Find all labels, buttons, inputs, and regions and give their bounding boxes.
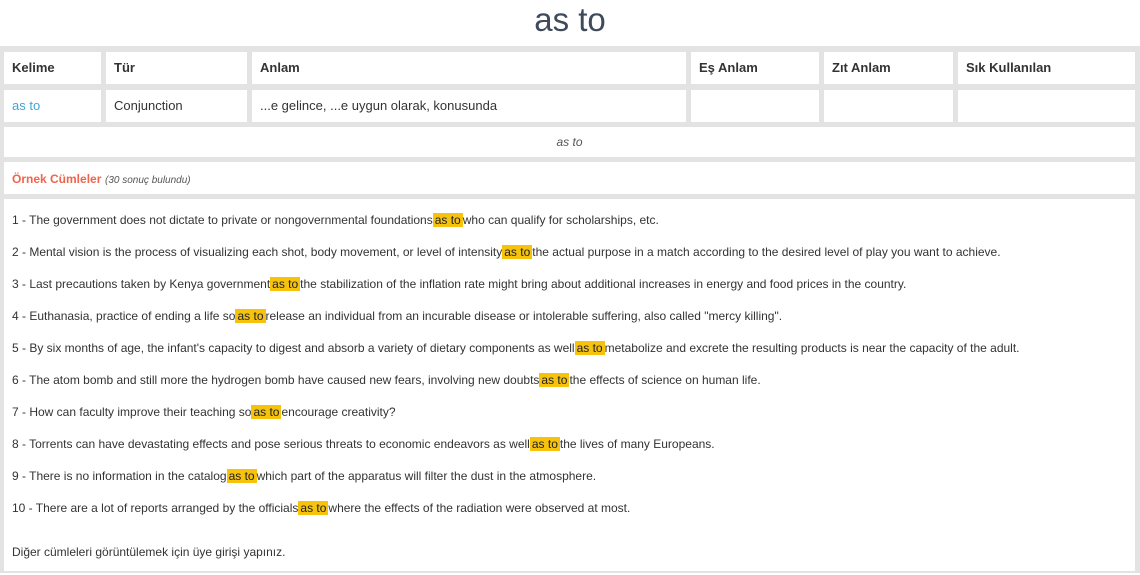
example-sentence: 8 - Torrents can have devastating effects and pose serious threats to economic endeavors as well as to the lives of many Europeans. <box>12 437 715 451</box>
page-title: as to <box>534 1 606 38</box>
examples-title: Örnek Cümleler <box>12 172 102 186</box>
type-cell: Conjunction <box>106 90 247 122</box>
header-zit-anlam: Zıt Anlam <box>824 52 953 84</box>
header-sik-kullanilan: Sık Kullanılan <box>958 52 1135 84</box>
word-table <box>0 46 1140 573</box>
example-sentence: 10 - There are a lot of reports arranged by the officials as to where the effects of the radiation were observed at most. <box>12 501 631 515</box>
examples-count: (30 sonuç bulundu) <box>105 175 191 186</box>
example-sentence: 1 - The government does not dictate to private or nongovernmental foundations as to who can qualify for scholarships, etc. <box>12 213 659 227</box>
synonym-cell <box>691 90 819 122</box>
header-kelime: Kelime <box>4 52 101 84</box>
highlight-term: as to <box>272 277 299 291</box>
header-tur: Tür <box>106 52 247 84</box>
highlight-term: as to <box>541 373 568 387</box>
highlight-term: as to <box>253 405 280 419</box>
example-sentence: 7 - How can faculty improve their teaching so as to encourage creativity? <box>12 405 396 419</box>
word-link[interactable]: as to <box>12 98 41 113</box>
highlight-term: as to <box>228 469 255 483</box>
example-sentence: 9 - There is no information in the catalog as to which part of the apparatus will filter the dust in the atmosphere. <box>12 469 597 483</box>
highlight-term: as to <box>531 437 558 451</box>
examples-header <box>4 162 1135 194</box>
login-prompt: Diğer cümleleri görüntülemek için üye girişi yapınız. <box>12 545 286 559</box>
example-sentence: 4 - Euthanasia, practice of ending a life so as to release an individual from an incurable disease or intolerable suffering, also called "mercy killing". <box>12 309 783 323</box>
word-cell <box>4 90 101 122</box>
login-link[interactable]: üye girişi <box>192 545 241 559</box>
example-sentence: 2 - Mental vision is the process of visualizing each shot, body movement, or level of intensity as to the actual purpose in a match according to the desired level of play you want to achieve. <box>12 245 1001 259</box>
highlight-term: as to <box>434 213 461 227</box>
highlight-term: as to <box>576 341 603 355</box>
example-sentence: 6 - The atom bomb and still more the hydrogen bomb have caused new fears, involving new doubts as to the effects of science on human life. <box>12 373 761 387</box>
examples-list <box>4 199 1135 571</box>
common-cell <box>958 90 1135 122</box>
example-sentence: 3 - Last precautions taken by Kenya government as to the stabilization of the inflation rate might bring about additional increases in energy and food prices in the country. <box>12 277 907 291</box>
highlight-term: as to <box>300 501 327 515</box>
highlight-term: as to <box>237 309 264 323</box>
header-es-anlam: Eş Anlam <box>691 52 819 84</box>
meaning-cell: ...e gelince, ...e uygun olarak, konusunda <box>252 90 686 122</box>
highlight-term: as to <box>504 245 531 259</box>
header-anlam: Anlam <box>252 52 686 84</box>
sub-word: as to <box>4 127 1135 157</box>
antonym-cell <box>824 90 953 122</box>
example-sentence: 5 - By six months of age, the infant's capacity to digest and absorb a variety of dietary components as well as to metabolize and excrete the resulting products is near the capacity of the adult. <box>12 341 1020 355</box>
